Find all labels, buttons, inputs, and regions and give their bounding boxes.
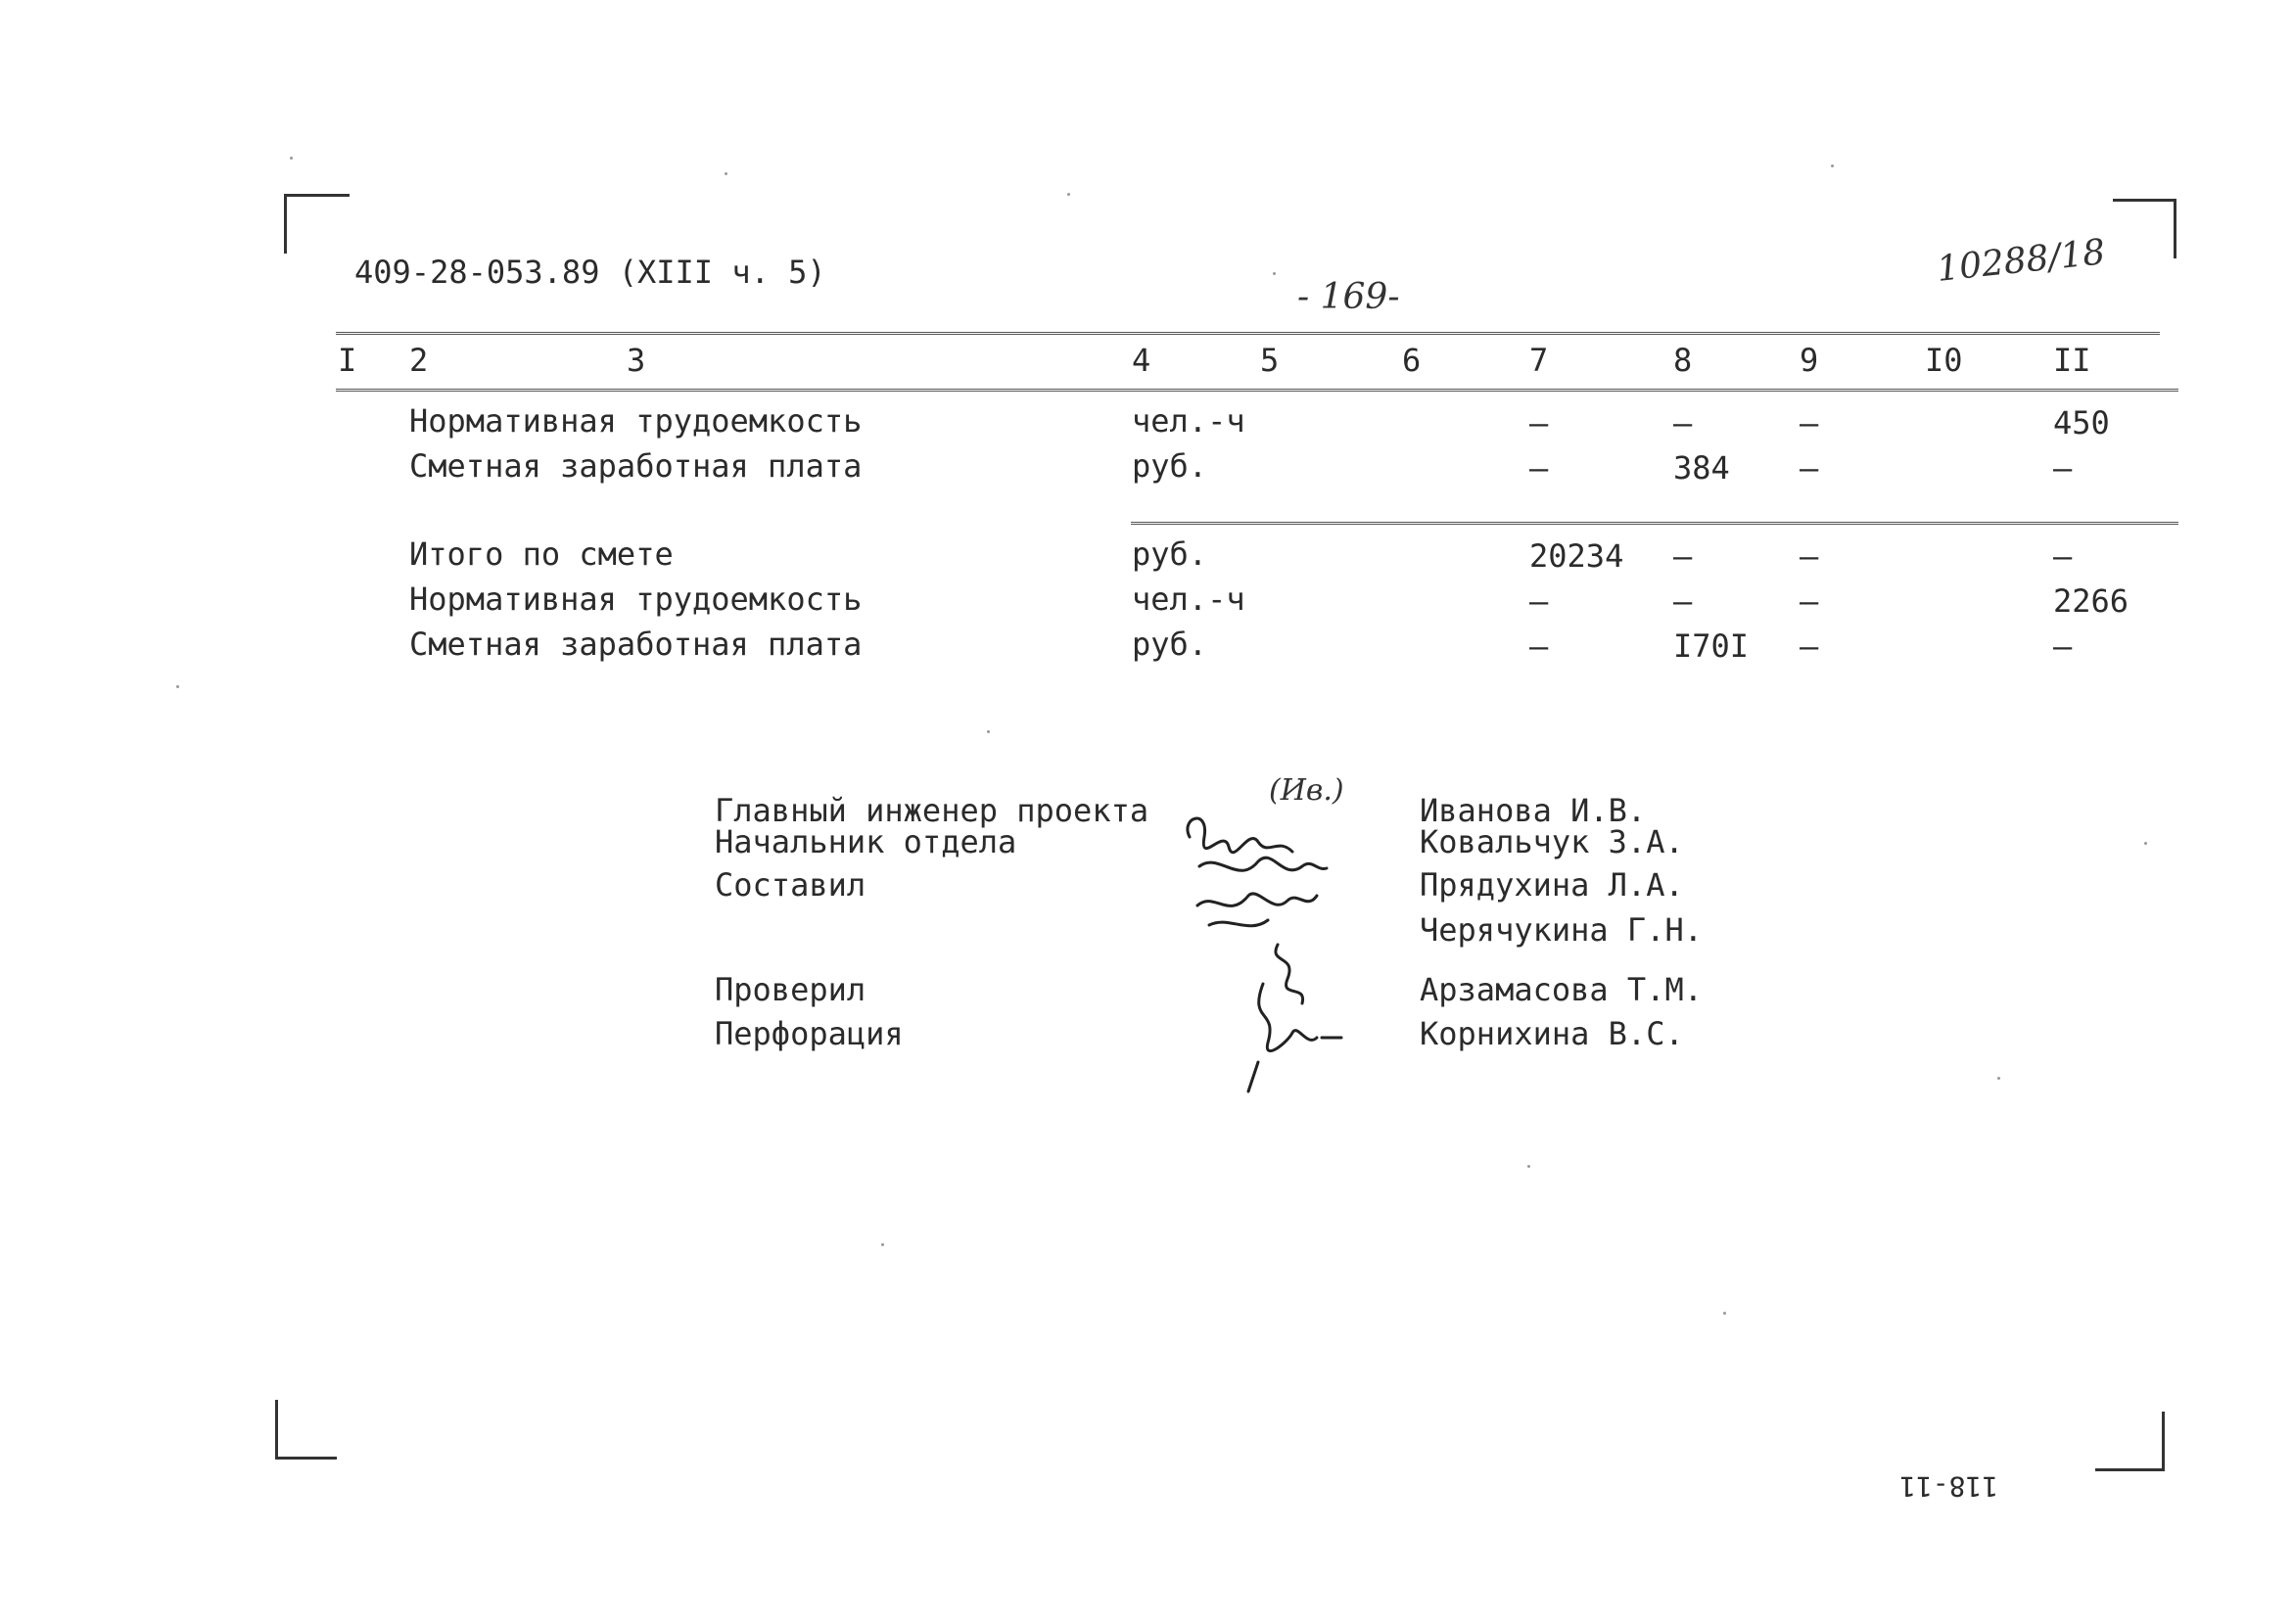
scan-speck — [1273, 272, 1276, 275]
signer-name: Иванова И.В. — [1420, 792, 1647, 829]
scan-speck — [2144, 842, 2147, 845]
column-number-1: I — [338, 342, 357, 379]
page-number: - 169- — [1297, 277, 1400, 317]
role-department-head: Начальник отдела — [715, 823, 1017, 860]
row-col8: – — [1673, 537, 1693, 575]
row-col8: – — [1673, 404, 1693, 441]
table-top-rule — [336, 332, 2160, 335]
column-number-9: 9 — [1800, 342, 1819, 379]
scan-speck — [1997, 1077, 2000, 1080]
scan-speck — [725, 172, 727, 175]
row-col7: – — [1529, 449, 1549, 487]
row-col9: – — [1800, 627, 1819, 665]
scan-speck — [1527, 1165, 1530, 1168]
archive-stamp: 10288/18 — [1935, 232, 2108, 290]
column-number-5: 5 — [1260, 342, 1280, 379]
corner-mark-top-right — [2113, 199, 2176, 258]
role-checked-by: Проверил — [715, 971, 866, 1008]
row-unit: руб. — [1132, 535, 1208, 573]
handwritten-signatures — [1170, 798, 1366, 1101]
row-name: Нормативная трудоемкость — [409, 402, 863, 440]
scan-speck — [1067, 193, 1070, 196]
column-number-11: II — [2053, 342, 2091, 379]
row-unit: руб. — [1132, 626, 1208, 663]
signer-name: Корнихина В.С. — [1420, 1015, 1684, 1052]
row-col9: – — [1800, 449, 1819, 487]
signer-name: Прядухина Л.А. — [1420, 866, 1684, 904]
column-number-8: 8 — [1673, 342, 1693, 379]
row-col9: – — [1800, 404, 1819, 441]
corner-mark-bottom-right — [2095, 1412, 2165, 1471]
row-col7: – — [1529, 404, 1549, 441]
row-col7: – — [1529, 627, 1549, 665]
row-col11: 2266 — [2053, 582, 2129, 620]
row-unit: руб. — [1132, 447, 1208, 485]
column-number-10: I0 — [1925, 342, 1963, 379]
role-compiled-by: Составил — [715, 866, 866, 904]
role-chief-engineer: Главный инженер проекта — [715, 792, 1149, 829]
column-number-6: 6 — [1402, 342, 1422, 379]
signer-name: Ковальчук З.А. — [1420, 823, 1684, 860]
scan-speck — [290, 157, 293, 160]
role-perforation: Перфорация — [715, 1015, 904, 1052]
row-col8: I70I — [1673, 627, 1750, 665]
scan-speck — [176, 685, 179, 688]
subtotal-rule — [1131, 522, 2178, 525]
footer-code-mirrored: 118-11 — [1899, 1470, 1999, 1503]
column-number-7: 7 — [1529, 342, 1549, 379]
corner-mark-top-left — [284, 194, 350, 254]
corner-mark-bottom-left — [275, 1400, 337, 1460]
row-col7: 20234 — [1529, 537, 1624, 575]
document-code: 409-28-053.89 (XIII ч. 5) — [354, 254, 826, 291]
row-name: Сметная заработная плата — [409, 447, 863, 485]
row-col9: – — [1800, 537, 1819, 575]
signer-name: Арзамасова Т.М. — [1420, 971, 1703, 1008]
scan-speck — [1831, 164, 1834, 167]
row-name: Нормативная трудоемкость — [409, 580, 863, 618]
row-col11: – — [2053, 627, 2073, 665]
scan-speck — [1723, 1312, 1726, 1315]
row-unit: чел.-ч — [1132, 402, 1245, 440]
row-name: Итого по смете — [409, 535, 674, 573]
row-col7: – — [1529, 582, 1549, 620]
row-name: Сметная заработная плата — [409, 626, 863, 663]
row-col8: 384 — [1673, 449, 1730, 487]
row-col11: – — [2053, 449, 2073, 487]
scan-speck — [881, 1243, 884, 1246]
column-number-2: 2 — [409, 342, 429, 379]
row-col8: – — [1673, 582, 1693, 620]
row-col11: – — [2053, 537, 2073, 575]
column-number-4: 4 — [1132, 342, 1151, 379]
row-unit: чел.-ч — [1132, 580, 1245, 618]
column-number-3: 3 — [627, 342, 646, 379]
handwritten-note: (Ив.) — [1269, 773, 1344, 808]
signer-name: Черячукина Г.Н. — [1420, 911, 1703, 949]
scan-speck — [987, 730, 990, 733]
table-header-rule — [336, 389, 2178, 392]
row-col9: – — [1800, 582, 1819, 620]
row-col11: 450 — [2053, 404, 2110, 441]
